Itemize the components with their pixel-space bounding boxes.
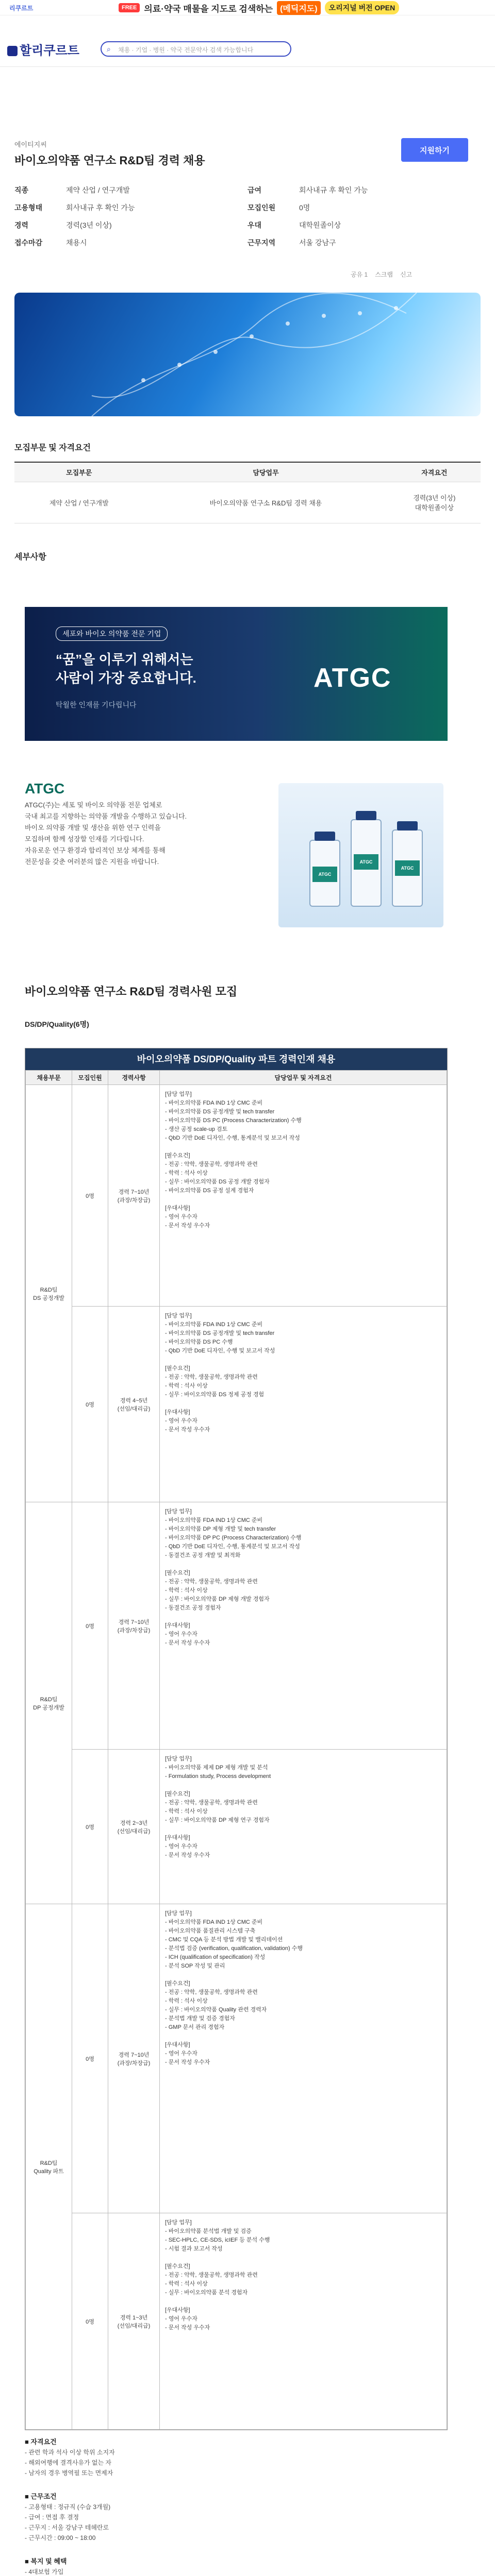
poster-pill: 세포와 바이오 의약품 전문 기업 — [56, 626, 168, 641]
table-row: R&D팀 Quality 파트 0명 경력 7~10년 (과장/차장급) [담당 업무] - 바이오의약품 FDA IND 1상 CMC 준비 - 바이오의약품 품질관리 시스템 구축 - CMC 및 CQA 등 분석 방법 개발 및 밸리데이션 - 분석법 검증 (verification, qualification, validation) 수행 - ICH (qualification of specification) 작성 - 분석 SOP 작성 및 관리 [필수요건] - 전공 : 약학, 생물공학, 생명과학 관련 - 학력 : 석사 이상 - 실무 : 바이오의약품 Quality 관련 경력자 - 분석법 개발 및 검증 경험자 - GMP 문서 관리 경험자 [우대사항] - 영어 우수자 - 문서 작성 우수자 — [26, 1904, 447, 2213]
notes-block — [25, 2437, 200, 2576]
table-row: R&D팀 DS 공정개발 0명 경력 7~10년 (과장/차장급) [담당 업무] - 바이오의약품 FDA IND 1상 CMC 준비 - 바이오의약품 DS 공정개발 및 tech transfer - 바이오의약품 DS PC (Process Characterization) 수행 - 생산 공정 scale-up 검토 - QbD 기반 DoE 디자인, 수행, 통계분석 및 보고서 작성 [필수요건] - 전공 : 약학, 생물공학, 생명과학 관련 - 학력 : 석사 이상 - 실무 : 바이오의약품 DS 공정 개발 경험자 - 바이오의약품 DS 공정 설계 경험자 [우대사항] - 영어 우수자 - 문서 작성 우수자 — [26, 1085, 447, 1307]
note-item: ■ 근무조건 - 고용형태 : 정규직 (수습 3개월) - 급여 : 면접 후 결정 - 근무지 : 서울 강남구 테헤란로 - 근무시간 : 09:00 ~ 18:00 — [25, 2493, 111, 2541]
site-logo[interactable]: 할리쿠르트 — [7, 40, 79, 58]
note-item: ■ 자격요건 - 관련 학과 석사 이상 학위 소지자 - 해외여행에 결격사유가 없는 자 - 남자의 경우 병역필 또는 면제자 — [25, 2438, 115, 2477]
company-name[interactable]: 에이티지씨 — [14, 141, 47, 148]
info-row: 직종 제약 산업 / 연구개발 급여 회사내규 후 확인 가능 — [14, 186, 368, 194]
dna-illustration — [14, 293, 481, 416]
promo-highlight: (메딕지도) — [277, 1, 320, 15]
product-image — [278, 783, 443, 927]
promo-open-badge[interactable]: 오리지널 버전 OPEN — [325, 1, 400, 14]
promo-banner[interactable] — [119, 2, 399, 14]
poster-banner — [25, 607, 448, 741]
info-row: 고용형태 회사내규 후 확인 가능 모집인원 0명 — [14, 204, 310, 212]
job-title: 바이오의약품 연구소 R&D팀 경력 채용 — [14, 154, 205, 167]
poster-sub: 탁월한 인재를 기다립니다 — [56, 701, 137, 709]
table-row: 0명 경력 1~3년 (선임/대리급) [담당 업무] - 바이오의약품 분석법 개발 및 검증 - SEC-HPLC, CE-SDS, icIEF 등 분석 수행 - 시험 결과 보고서 작성 [필수요건] - 전공 : 약학, 생물공학, 생명과학 관련 - 학력 : 석사 이상 - 실무 : 바이오의약품 분석 경험자 [우대사항] - 영어 우수자 - 문서 작성 우수자 — [26, 2213, 447, 2430]
free-badge: FREE — [119, 3, 140, 12]
poster-headline: “꿈”을 이루기 위해서는 사람이 가장 중요합니다. — [56, 652, 196, 686]
table-row: 0명 경력 2~3년 (선임/대리급) [담당 업무] - 바이오의약품 제제 DP 제형 개발 및 분석 - Formulation study, Process development [필수요건] - 전공 : 약학, 생물공학, 생명과학 관련 - 학력 : 석사 이상 - 실무 : 바이오의약품 DP 제형 연구 경험자 [우대사항] - 영어 우수자 - 문서 작성 우수자 — [26, 1750, 447, 1904]
table-row: 0명 경력 4~5년 (선임/대리급) [담당 업무] - 바이오의약품 FDA IND 1상 CMC 준비 - 바이오의약품 DS 공정개발 및 tech transfer - 바이오의약품 DS PC 수행 - QbD 기반 DoE 디자인, 수행 및 보고서 작성 [필수요건] - 전공 : 약학, 생물공학, 생명과학 관련 - 학력 : 석사 이상 - 실무 : 바이오의약품 DS 정제 공정 경험 [우대사항] - 영어 우수자 - 문서 작성 우수자 — [26, 1307, 447, 1502]
intro-brand: ATGC — [25, 781, 65, 796]
share-button[interactable]: 공유 1 — [351, 271, 368, 278]
report-button[interactable]: 신고 — [400, 271, 412, 278]
logo-icon — [7, 46, 18, 56]
job-info — [14, 181, 481, 251]
req-header: 모집부문 — [14, 462, 143, 482]
req-cell: 바이오의약품 연구소 R&D팀 경력 채용 — [143, 482, 388, 523]
info-row: 경력 경력(3년 이상) 우대 대학원졸이상 — [14, 221, 341, 229]
recruit-subtitle: DS/DP/Quality(6명) — [25, 1020, 89, 1028]
recruit-title: 바이오의약품 연구소 R&D팀 경력사원 모집 — [25, 985, 238, 998]
req-cell: 경력(3년 이상) 대학원졸이상 — [388, 482, 481, 523]
hero-image — [14, 293, 481, 416]
detail-title: 세부사항 — [14, 553, 46, 562]
vial-image: ATGC — [351, 819, 382, 907]
recruit-table — [25, 1048, 448, 2430]
req-cell: 제약 산업 / 연구개발 — [14, 482, 143, 523]
promo-bar[interactable] — [0, 0, 495, 15]
req-header: 담당업무 — [143, 462, 388, 482]
atgc-logo: ATGC — [314, 663, 392, 693]
table-row: R&D팀 DP 공정개발 0명 경력 7~10년 (과장/차장급) [담당 업무] - 바이오의약품 FDA IND 1상 CMC 준비 - 바이오의약품 DP 제형 개발 및 tech transfer - 바이오의약품 DP PC (Process Characterization) 수행 - QbD 기반 DoE 디자인, 수행, 통계분석 및 보고서 작성 - 동결건조 공정 개발 및 최적화 [필수요건] - 전공 : 약학, 생물공학, 생명과학 관련 - 학력 : 석사 이상 - 실무 : 바이오의약품 DP 제형 개발 경험자 - 동결건조 공정 경험자 [우대사항] - 영어 우수자 - 문서 작성 우수자 — [26, 1502, 447, 1750]
apply-button[interactable]: 지원하기 — [401, 138, 468, 162]
info-row: 접수마감 채용시 근무지역 서울 강남구 — [14, 239, 336, 247]
requirements-title: 모집부문 및 자격요건 — [14, 444, 91, 452]
promo-headline: 의료·약국 매물을 지도로 검색하는 — [144, 4, 273, 14]
col-header: 모집인원 — [72, 1071, 108, 1085]
vial-image: ATGC — [309, 840, 340, 907]
company-intro: ATGC ATGC(주)는 세포 및 바이오 의약품 전문 업체로 국내 최고를 지향하는 의약품 개발을 수행하고 있습니다. 바이오 의약품 개발 및 생산을 위한 연구 인력을 모집하며 함께 성장할 인재를 기다립니다. 자유로운 연구 환경과 합리적인 보상 체계를 통해 전문성을 갖춘 여러분의 많은 지원을 바랍니다. — [25, 783, 283, 868]
search-placeholder: 채용 · 기업 · 병원 · 약국 전문약사 검색 가능합니다 — [118, 46, 254, 54]
req-header: 자격요건 — [388, 462, 481, 482]
note-item: ■ 복지 및 혜택 - 4대보험 가입 — [25, 2557, 67, 2575]
col-header: 채용부문 — [26, 1071, 72, 1085]
col-header: 담당업무 및 자격요건 — [160, 1071, 447, 1085]
job-actions — [351, 270, 412, 279]
site-header — [0, 31, 495, 67]
recruit-table-title: 바이오의약품 DS/DP/Quality 파트 경력인재 채용 — [25, 1048, 447, 1070]
requirements-table — [14, 462, 481, 523]
scrap-button[interactable]: 스크랩 — [375, 271, 393, 278]
col-header: 경력사항 — [108, 1071, 160, 1085]
vial-image: ATGC — [392, 829, 423, 907]
promo-brand: 리쿠르트 — [9, 5, 34, 12]
search-input[interactable] — [101, 41, 291, 57]
search-icon[interactable]: ⌕ — [107, 45, 111, 53]
